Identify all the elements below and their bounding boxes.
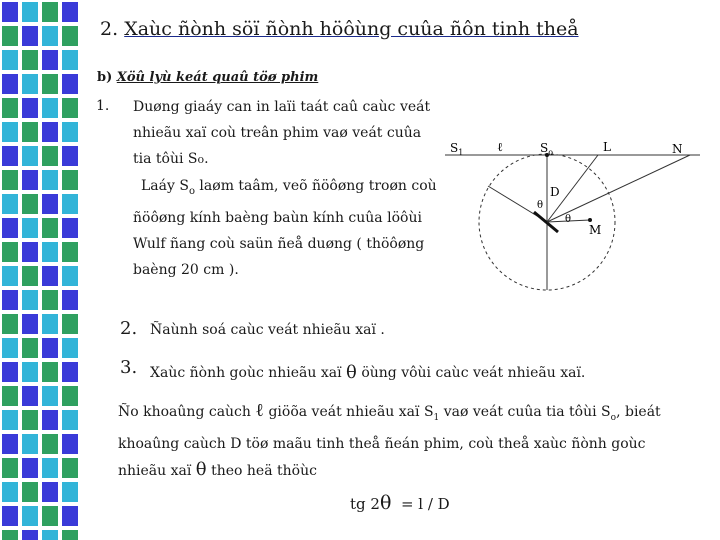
stripe-cell xyxy=(42,146,58,166)
stripe-cell xyxy=(62,386,78,406)
stripe-cell xyxy=(22,482,38,502)
stripe-cell xyxy=(62,218,78,238)
stripe-cell xyxy=(62,2,78,22)
step-1-line: Duøng giaáy can in laïi taát caû caùc veát xyxy=(133,99,431,115)
stripe-cell xyxy=(42,314,58,334)
stripe-cell xyxy=(2,2,18,22)
stripe-cell xyxy=(22,266,38,286)
label-s0: $S_o$ xyxy=(540,141,554,157)
label-theta-1: θ xyxy=(537,200,544,211)
theta-symbol: θ xyxy=(346,362,357,383)
stripe-cell xyxy=(2,530,18,540)
stripe-cell xyxy=(22,170,38,190)
stripe-cell xyxy=(62,266,78,286)
step-3-text-after: öùng vôùi caùc veát nhieãu xaï. xyxy=(361,365,586,381)
m-point xyxy=(588,218,592,222)
step-1-line: Laáy $S_o$ laøm taâm, veõ ñöôøng troøn coù xyxy=(141,178,437,197)
formula-prefix: tg 2 xyxy=(350,495,380,513)
step-1-text xyxy=(133,94,437,283)
step-1-line: tia tôùi So. xyxy=(133,151,209,167)
step-1-line: ñöôøng kính baèng baùn kính cuûa löôùi xyxy=(133,209,422,226)
label-theta-2: θ xyxy=(565,214,572,225)
stripe-cell xyxy=(2,482,18,502)
stripe-cell xyxy=(2,194,18,214)
stripe-cell xyxy=(2,410,18,430)
stripe-cell xyxy=(42,482,58,502)
s0-subscript: o xyxy=(610,412,617,423)
stripe-cell xyxy=(22,242,38,262)
stripe-cell xyxy=(62,362,78,382)
stripe-cell xyxy=(42,530,58,540)
stripe-cell xyxy=(22,314,38,334)
step-3-number: 3. xyxy=(120,357,138,378)
diffraction-diagram xyxy=(430,130,715,300)
note-text: giöõa veát nhieãu xaï S xyxy=(268,404,434,420)
stripe-cell xyxy=(2,338,18,358)
stripe-cell xyxy=(62,98,78,118)
stripe-cell xyxy=(22,50,38,70)
stripe-cell xyxy=(62,74,78,94)
stripe-cell xyxy=(2,74,18,94)
stripe-cell xyxy=(62,458,78,478)
section-title-text: Xaùc ñònh söï ñònh höôùng cuûa ñôn tinh theå xyxy=(124,18,579,40)
stripe-cell xyxy=(62,170,78,190)
stripe-cell xyxy=(2,458,18,478)
stripe-cell xyxy=(62,50,78,70)
step-3-text xyxy=(150,361,585,382)
stripe-cell xyxy=(22,362,38,382)
stripe-cell xyxy=(2,506,18,526)
stripe-cell xyxy=(22,386,38,406)
step-1-number: 1. xyxy=(96,98,110,114)
step-2-number: 2. xyxy=(120,318,138,339)
section-number: 2. xyxy=(100,18,119,40)
s1-subscript: 1 xyxy=(433,412,440,423)
stripe-cell xyxy=(2,218,18,238)
decorative-stripe xyxy=(0,0,82,540)
stripe-cell xyxy=(42,2,58,22)
step-3-text-before: Xaùc ñònh goùc nhieãu xaï xyxy=(150,365,342,381)
stripe-cell xyxy=(62,242,78,262)
theta-symbol: θ xyxy=(379,492,392,514)
stripe-cell xyxy=(22,530,38,540)
measurement-note xyxy=(118,398,696,484)
ray-n xyxy=(547,155,690,222)
formula-rest: = l / D xyxy=(400,495,450,513)
stripe-cell xyxy=(2,50,18,70)
stripe-cell xyxy=(62,482,78,502)
stripe-cell xyxy=(22,26,38,46)
theta-symbol: θ xyxy=(195,458,207,480)
stripe-cell xyxy=(62,146,78,166)
subsection-title: Xöû lyù keát quaû töø phim xyxy=(116,70,319,85)
stripe-cell xyxy=(2,314,18,334)
label-m: M xyxy=(589,223,602,237)
stripe-cell xyxy=(22,122,38,142)
stripe-cell xyxy=(42,74,58,94)
label-n: N xyxy=(672,142,683,156)
stripe-cell xyxy=(2,122,18,142)
label-ell: ℓ xyxy=(497,140,503,154)
stripe-cell xyxy=(42,242,58,262)
stripe-cell xyxy=(42,434,58,454)
stripe-cell xyxy=(42,362,58,382)
subsection-heading xyxy=(97,70,318,85)
stripe-cell xyxy=(62,194,78,214)
note-text: theo heä thöùc xyxy=(211,462,317,479)
label-s1: $S_1$ xyxy=(450,141,464,157)
stripe-cell xyxy=(42,266,58,286)
stripe-cell xyxy=(62,338,78,358)
stripe-cell xyxy=(42,410,58,430)
stripe-cell xyxy=(42,218,58,238)
stripe-cell xyxy=(22,290,38,310)
stripe-cell xyxy=(2,146,18,166)
stripe-cell xyxy=(62,314,78,334)
stripe-cell xyxy=(42,290,58,310)
stripe-cell xyxy=(22,74,38,94)
stripe-cell xyxy=(62,290,78,310)
step-1-line: Wulf ñang coù saün ñeå duøng ( thöôøng xyxy=(133,235,425,252)
stripe-cell xyxy=(42,98,58,118)
stripe-cell xyxy=(42,194,58,214)
stripe-cell xyxy=(22,410,38,430)
step-1-line: nhieãu xaï coù treân phim vaø veát cuûa xyxy=(133,125,422,141)
step-2-text: Ñaùnh soá caùc veát nhieãu xaï . xyxy=(150,322,385,338)
stripe-cell xyxy=(42,338,58,358)
stripe-cell xyxy=(22,338,38,358)
stripe-cell xyxy=(22,506,38,526)
stripe-cell xyxy=(2,242,18,262)
stripe-cell xyxy=(42,122,58,142)
stripe-cell xyxy=(42,26,58,46)
label-d: D xyxy=(550,185,560,199)
stripe-cell xyxy=(22,2,38,22)
stripe-cell xyxy=(2,26,18,46)
stripe-cell xyxy=(42,458,58,478)
stripe-cell xyxy=(2,170,18,190)
subsection-prefix: b) xyxy=(97,70,113,85)
stripe-cell xyxy=(2,98,18,118)
stripe-cell xyxy=(62,530,78,540)
stripe-cell xyxy=(22,458,38,478)
stripe-cell xyxy=(2,266,18,286)
formula xyxy=(350,492,450,514)
stripe-cell xyxy=(22,98,38,118)
stripe-cell xyxy=(22,434,38,454)
stripe-cell xyxy=(42,170,58,190)
note-text: vaø veát cuûa tia tôùi S xyxy=(443,404,611,420)
stripe-cell xyxy=(22,146,38,166)
stripe-cell xyxy=(22,218,38,238)
stripe-cell xyxy=(42,50,58,70)
stripe-cell xyxy=(62,410,78,430)
stripe-cell xyxy=(2,362,18,382)
note-text: Ño khoaûng caùch xyxy=(118,404,251,420)
stripe-cell xyxy=(62,434,78,454)
stripe-cell xyxy=(2,434,18,454)
note-text: , bieát khoaûng caùch D töø maãu tinh theå ñeán phim, coù theå xaùc ñònh goùc nhieãu xaï xyxy=(118,404,661,479)
stripe-cell xyxy=(42,386,58,406)
label-l: L xyxy=(603,140,611,154)
stripe-cell xyxy=(62,506,78,526)
step-1-line: baèng 20 cm ). xyxy=(133,261,239,278)
stripe-cell xyxy=(42,506,58,526)
ell-symbol: ℓ xyxy=(255,400,264,421)
stripe-cell xyxy=(2,386,18,406)
stripe-cell xyxy=(2,290,18,310)
stripe-cell xyxy=(22,194,38,214)
stripe-cell xyxy=(62,122,78,142)
section-title xyxy=(100,18,579,40)
stripe-cell xyxy=(62,26,78,46)
